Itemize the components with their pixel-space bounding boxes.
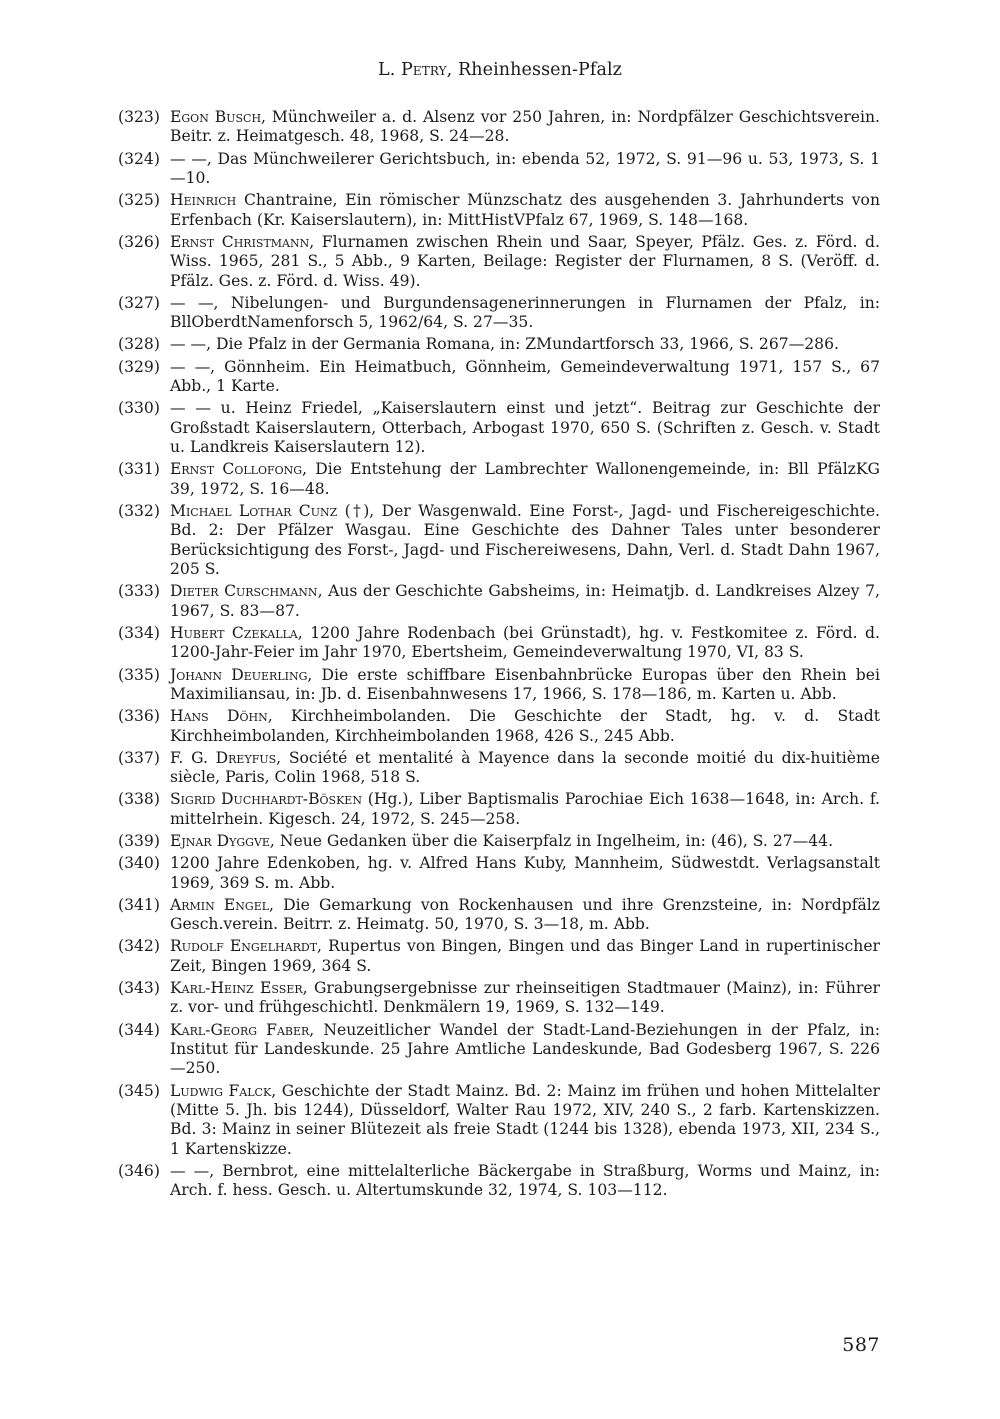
entry-body: , 1200 Jahre Rodenbach (bei Grünstadt), hg. v. Festkomitee z. Förd. d. 1200-Jahr-Feier im Jahr 1970, Ebertsheim, Gemeindeverwaltung 1970, VI, 83 S.	[170, 623, 880, 662]
entry-body: , Société et mentalité à Mayence dans la seconde moitié du dix-huitième siècle, Paris, Colin 1968, 518 S.	[170, 748, 880, 787]
entry-number: (339)	[118, 831, 160, 850]
entry-body: — —, Das Münchweilerer Gerichtsbuch, in: ebenda 52, 1972, S. 91—96 u. 53, 1973, S. 1—10.	[170, 149, 880, 188]
entry-author: Johann Deuerling	[170, 665, 308, 684]
bibliography-entry	[118, 854, 880, 893]
entry-text	[170, 937, 880, 976]
entry-body: , Die Gemarkung von Rockenhausen und ihre Grenzsteine, in: Nordpfälz Gesch.verein. Beitrr. z. Heimatg. 50, 1970, S. 3—18, m. Abb.	[170, 895, 880, 934]
entry-number: (329)	[118, 357, 160, 376]
entry-text	[170, 854, 880, 893]
entry-author: Ernst Collofong	[170, 460, 303, 479]
entry-author: F. G. Dreyfus	[170, 748, 277, 767]
entry-text	[170, 582, 880, 621]
bibliography-list	[118, 108, 880, 1204]
entry-number: (346)	[118, 1162, 160, 1181]
entry-body: (†), Der Wasgenwald. Eine Forst-, Jagd- und Fischereigeschichte. Bd. 2: Der Pfälzer Wasgau. Eine Geschichte des Dahner Tales unter besonderer Berücksichtigung des Forst-, Jagd- und Fischereiwesens, Dahn, Verl. d. Stadt Dahn 1967, 205 S.	[170, 501, 881, 579]
bibliography-entry	[118, 150, 880, 189]
entry-author: Ernst Christmann	[170, 232, 310, 251]
bibliography-entry	[118, 502, 880, 580]
bibliography-entry	[118, 191, 880, 230]
bibliography-entry	[118, 896, 880, 935]
bibliography-entry	[118, 582, 880, 621]
entry-number: (334)	[118, 623, 160, 642]
entry-body: , Kirchheimbolanden. Die Geschichte der Stadt, hg. v. d. Stadt Kirchheimbolanden, Kirchheimbolanden 1968, 426 S., 245 Abb.	[170, 707, 880, 745]
bibliography-entry	[118, 666, 880, 705]
entry-text	[170, 707, 880, 746]
entry-author: Sigrid Duchhardt-Bösken	[170, 790, 362, 809]
bibliography-entry	[118, 1162, 880, 1201]
bibliography-entry	[118, 108, 880, 147]
entry-number: (342)	[118, 937, 160, 956]
entry-number: (335)	[118, 665, 160, 684]
entry-body: , Flurnamen zwischen Rhein und Saar, Speyer, Pfälz. Ges. z. Förd. d. Wiss. 1965, 281 S., 5 Abb., 9 Karten, Beilage: Register der Flurnamen, 8 S. (Veröff. d. Pfälz. Ges. z. Förd. d. Wiss. 49).	[170, 232, 880, 290]
running-head	[120, 60, 880, 80]
bibliography-entry	[118, 979, 880, 1018]
entry-author: Ludwig Falck	[170, 1081, 272, 1100]
entry-body: , Rupertus von Bingen, Bingen und das Binger Land in rupertinischer Zeit, Bingen 1969, 364 S.	[170, 937, 880, 975]
entry-text	[170, 502, 880, 580]
entry-body: , Die Entstehung der Lambrechter Wallonengemeinde, in: Bll PfälzKG 39, 1972, S. 16—48.	[170, 460, 881, 498]
entry-author: Hubert Czekalla	[170, 623, 298, 642]
entry-number: (338)	[118, 790, 160, 809]
entry-number: (341)	[118, 895, 160, 914]
entry-number: (332)	[118, 501, 160, 520]
entry-text	[170, 749, 880, 788]
bibliography-entry	[118, 460, 880, 499]
entry-number: (344)	[118, 1020, 160, 1039]
entry-text	[170, 108, 880, 147]
entry-body: — —, Die Pfalz in der Germania Romana, in: ZMundartforsch 33, 1966, S. 267—286.	[170, 335, 839, 354]
bibliography-entry	[118, 294, 880, 333]
entry-text	[170, 399, 880, 457]
entry-author: Hans Döhn	[170, 707, 268, 726]
entry-body: 1200 Jahre Edenkoben, hg. v. Alfred Hans Kuby, Mannheim, Südwestdt. Verlagsanstalt 1969, 369 S. m. Abb.	[170, 854, 880, 892]
entry-number: (336)	[118, 707, 160, 726]
entry-body: , Grabungsergebnisse zur rheinseitigen Stadtmauer (Mainz), in: Führer z. vor- und frühgeschichtl. Denkmälern 19, 1969, S. 132—149.	[170, 979, 880, 1017]
entry-body: , Neue Gedanken über die Kaiserpfalz in Ingelheim, in: (46), S. 27—44.	[269, 831, 834, 850]
entry-author: Egon Busch	[170, 108, 262, 126]
entry-text	[170, 150, 880, 189]
bibliography-entry	[118, 707, 880, 746]
entry-number: (337)	[118, 748, 160, 767]
bibliography-entry	[118, 1082, 880, 1160]
entry-number: (330)	[118, 399, 160, 418]
bibliography-entry	[118, 358, 880, 397]
entry-body: — —, Bernbrot, eine mittelalterliche Bäckergabe in Straßburg, Worms und Mainz, in: Arch. f. hess. Gesch. u. Altertumskunde 32, 1974, S. 103—112.	[170, 1162, 880, 1200]
entry-number: (323)	[118, 108, 160, 126]
bibliography-entry	[118, 1021, 880, 1079]
entry-author: Karl-Georg Faber	[170, 1020, 310, 1039]
bibliography-entry	[118, 399, 880, 457]
running-head-separator: ,	[446, 60, 458, 80]
entry-author: Ejnar Dyggve	[170, 831, 270, 850]
bibliography-entry	[118, 832, 880, 851]
page-number: 587	[842, 1334, 880, 1356]
entry-text	[170, 233, 880, 291]
entry-body: — — u. Heinz Friedel, „Kaiserslautern einst und jetzt“. Beitrag zur Geschichte der Großstadt Kaiserslautern, Otterbach, Arbogast 1970, 650 S. (Schriften z. Gesch. v. Stadt u. Landkreis Kaiserslautern 12).	[170, 399, 880, 457]
bibliography-entry	[118, 335, 880, 354]
entry-text	[170, 335, 880, 354]
entry-text	[170, 896, 880, 935]
running-head-title: Rheinhessen-Pfalz	[458, 60, 623, 80]
entry-body: , Geschichte der Stadt Mainz. Bd. 2: Mainz im frühen und hohen Mittelalter (Mitte 5. Jh. bis 1244), Düsseldorf, Walter Rau 1972, XIV, 240 S., 2 farb. Kartenskizzen. Bd. 3: Mainz in seiner Blütezeit als freie Stadt (1244 bis 1328), ebenda 1973, XII, 234 S., 1 Kartenskizze.	[170, 1081, 880, 1158]
entry-number: (333)	[118, 582, 160, 601]
entry-body: , Münchweiler a. d. Alsenz vor 250 Jahren, in: Nordpfälzer Geschichtsverein. Beitr. z. Heimatgesch. 48, 1968, S. 24—28.	[170, 108, 880, 146]
entry-number: (340)	[118, 854, 160, 873]
entry-text	[170, 790, 880, 829]
bibliography-entry	[118, 749, 880, 788]
entry-text	[170, 1162, 880, 1201]
entry-number: (331)	[118, 460, 160, 479]
bibliography-entry	[118, 233, 880, 291]
entry-author: Rudolf Engelhardt	[170, 937, 318, 956]
entry-number: (326)	[118, 232, 160, 251]
bibliography-entry	[118, 624, 880, 663]
entry-text	[170, 358, 880, 397]
entry-body: (Hg.), Liber Baptismalis Parochiae Eich 1638—1648, in: Arch. f. mittelrhein. Kigesch. 24, 1972, S. 245—258.	[170, 790, 880, 828]
entry-author: Armin Engel	[170, 895, 270, 914]
bibliography-entry	[118, 937, 880, 976]
entry-text	[170, 624, 880, 663]
entry-text	[170, 460, 880, 499]
entry-number: (325)	[118, 191, 160, 210]
entry-body: , Neuzeitlicher Wandel der Stadt-Land-Beziehungen in der Pfalz, in: Institut für Landeskunde. 25 Jahre Amtliche Landeskunde, Bad Godesberg 1967, S. 226—250.	[170, 1020, 880, 1078]
entry-number: (328)	[118, 335, 160, 354]
entry-text	[170, 666, 880, 705]
entry-text	[170, 1021, 880, 1079]
entry-number: (345)	[118, 1081, 160, 1100]
entry-text	[170, 294, 880, 333]
entry-body: , Aus der Geschichte Gabsheims, in: Heimatjb. d. Landkreises Alzey 7, 1967, S. 83—87.	[170, 582, 880, 620]
entry-body: — —, Gönnheim. Ein Heimatbuch, Gönnheim, Gemeindeverwaltung 1971, 157 S., 67 Abb., 1 Karte.	[170, 357, 880, 396]
entry-body: — —, Nibelungen- und Burgundensagenerinnerungen in Flurnamen der Pfalz, in: BllOberdtNamenforsch 5, 1962/64, S. 27—35.	[170, 293, 880, 332]
entry-number: (327)	[118, 293, 160, 312]
entry-body: , Die erste schiffbare Eisenbahnbrücke Europas über den Rhein bei Maximiliansau, in: Jb. d. Eisenbahnwesens 17, 1966, S. 178—186, m. Karten u. Abb.	[170, 665, 880, 703]
running-head-author: L. Petry	[377, 60, 447, 80]
entry-author: Dieter Curschmann	[170, 582, 318, 601]
entry-author: Karl-Heinz Esser	[170, 979, 303, 997]
entry-text	[170, 191, 880, 230]
entry-number: (343)	[118, 979, 160, 997]
bibliography-entry	[118, 790, 880, 829]
entry-text	[170, 832, 880, 851]
entry-author: Heinrich	[170, 191, 237, 210]
entry-author: Michael Lothar Cunz	[170, 501, 338, 520]
entry-text	[170, 1082, 880, 1160]
entry-body: Chantraine, Ein römischer Münzschatz des ausgehenden 3. Jahrhunderts von Erfenbach (Kr. Kaiserslautern), in: MittHistVPfalz 67, 1969, S. 148—168.	[170, 191, 880, 229]
entry-number: (324)	[118, 149, 160, 168]
entry-text	[170, 979, 880, 1018]
